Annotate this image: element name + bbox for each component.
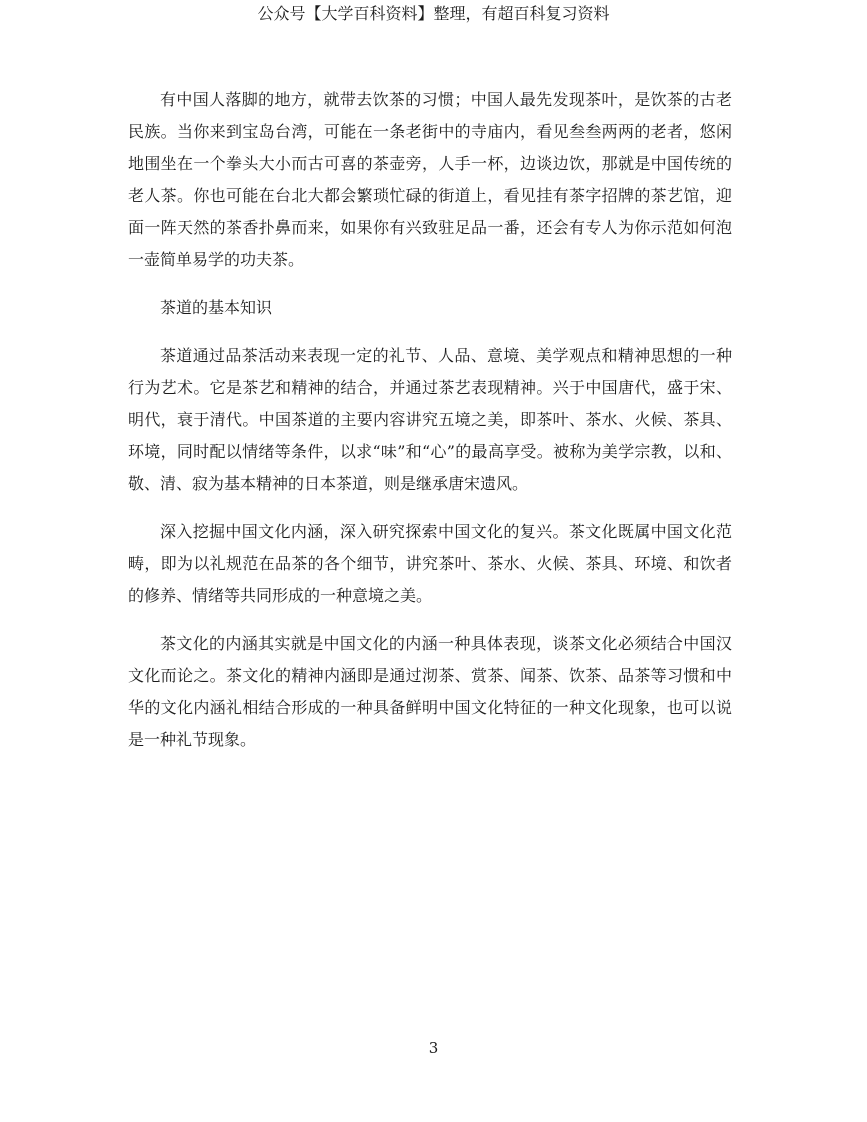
- page-number: 3: [428, 1039, 439, 1057]
- paragraph-tea-ceremony: 茶道通过品茶活动来表现一定的礼节、人品、意境、美学观点和精神思想的一种行为艺术。它是茶艺和精神的结合，并通过茶艺表现精神。兴于中国唐代，盛于宋、明代，衰于清代。中国茶道的主要内容讲究五境之美，即茶叶、茶水、火候、茶具、环境，同时配以情绪等条件，以求“味”和“心”的最高享受。被称为美学宗教，以和、敬、清、寂为基本精神的日本茶道，则是继承唐宋遗风。: [128, 346, 732, 493]
- page-header: 公众号【大学百科资料】整理，有超百科复习资料: [257, 4, 610, 23]
- paragraph-intro: 有中国人落脚的地方，就带去饮茶的习惯；中国人最先发现茶叶，是饮茶的古老民族。当你来到宝岛台湾，可能在一条老街中的寺庙内，看见叁叁两两的老者，悠闲地围坐在一个拳头大小而古可喜的茶壶旁，人手一杯，边谈边饮，那就是中国传统的老人茶。你也可能在台北大都会繁琐忙碌的街道上，看见挂有茶字招牌的茶艺馆，迎面一阵天然的茶香扑鼻而来，如果你有兴致驻足品一番，还会有专人为你示范如何泡一壶简单易学的功夫茶。: [128, 90, 732, 269]
- paragraph-connotation: 茶文化的内涵其实就是中国文化的内涵一种具体表现，谈茶文化必须结合中国汉文化而论之。茶文化的精神内涵即是通过沏茶、赏茶、闻茶、饮茶、品茶等习惯和中华的文化内涵礼相结合形成的一种具备鲜明中国文化特征的一种文化现象，也可以说是一种礼节现象。: [128, 634, 732, 749]
- document-body: [128, 84, 732, 772]
- paragraph-culture: 深入挖掘中国文化内涵，深入研究探索中国文化的复兴。茶文化既属中国文化范畴，即为以礼规范在品茶的各个细节，讲究茶叶、茶水、火候、茶具、环境、和饮者的修养、情绪等共同形成的一种意境之美。: [128, 522, 732, 605]
- section-heading: 茶道的基本知识: [160, 298, 273, 317]
